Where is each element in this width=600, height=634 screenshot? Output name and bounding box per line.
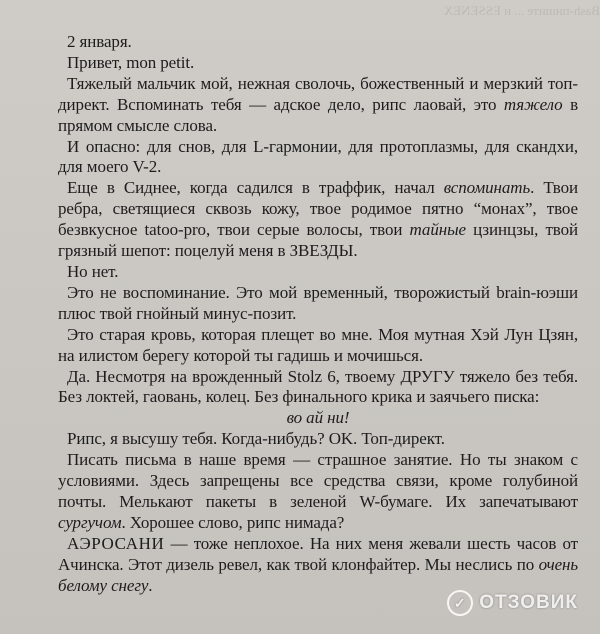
paragraph: И опасно: для снов, для L-гармонии, для протоплазмы, для скандхи, для моего V-2. [58,136,578,177]
paragraph: Это не воспоминание. Это мой временный, творожистый brain-юэши плюс твой гнойный минус-позит. [58,282,578,323]
paragraph: Еще в Сиднее, когда садился в траффик, начал вспоминать. Твои ребра, светящиеся сквозь кожу, твое родимое пятно “монах”, твое безвкусное tatoo-pro, твои серые волосы, твои тайные цзинцзы, твой грязный шепот: поцелуй меня в ЗВЕЗДЫ. [58,178,578,261]
letter-greeting: Привет, mon petit. [67,52,195,72]
paragraph: Это старая кровь, которая плещет во мне. Моя мутная Хэй Лун Цзян, на илистом берегу которой ты гадишь и мочишься. [58,324,578,365]
paragraph: Тяжелый мальчик мой, нежная сволочь, божественный и мерзкий топ-директ. Вспоминать тебя — адское дело, рипс лаовай, это тяжело в прямом смысле слова. [58,73,578,135]
paragraph: Рипс, я высушу тебя. Когда-нибудь? OK. Топ-директ. [67,429,445,449]
centered-exclamation: во ай ни! [286,408,350,428]
letter-body [58,32,578,596]
otzovik-logo-icon: ✓ [447,590,473,616]
paragraph: Но нет. [67,261,119,281]
letter-date: 2 января. [67,32,132,51]
paragraph: Писать письма в наше время — страшное занятие. Но ты знаком с условиями. Здесь запрещены все средства связи, кроме голубиной почты. Мелькают пакеты в зеленой W-бумаге. Их запечатывают сургучом. Хорошее слово, рипс нимада? [58,450,578,532]
bleed-through-text: Bash-пишите ... и ESSENEX [443,3,600,18]
paragraph: Да. Несмотря на врожденный Stolz 6, твоему ДРУГУ тяжело без тебя. Без локтей, гаовань, колец. Без финального крика и заячьего писка: [58,366,578,407]
watermark [447,590,578,616]
watermark-text: ОТЗОВИК [479,592,578,613]
paragraph: АЭРОСАНИ — тоже неплохое. На них меня жевали шесть часов от Ачинска. Этот дизель ревел, как твой клонфайтер. Мы неслись по очень белому снегу. [58,533,578,595]
